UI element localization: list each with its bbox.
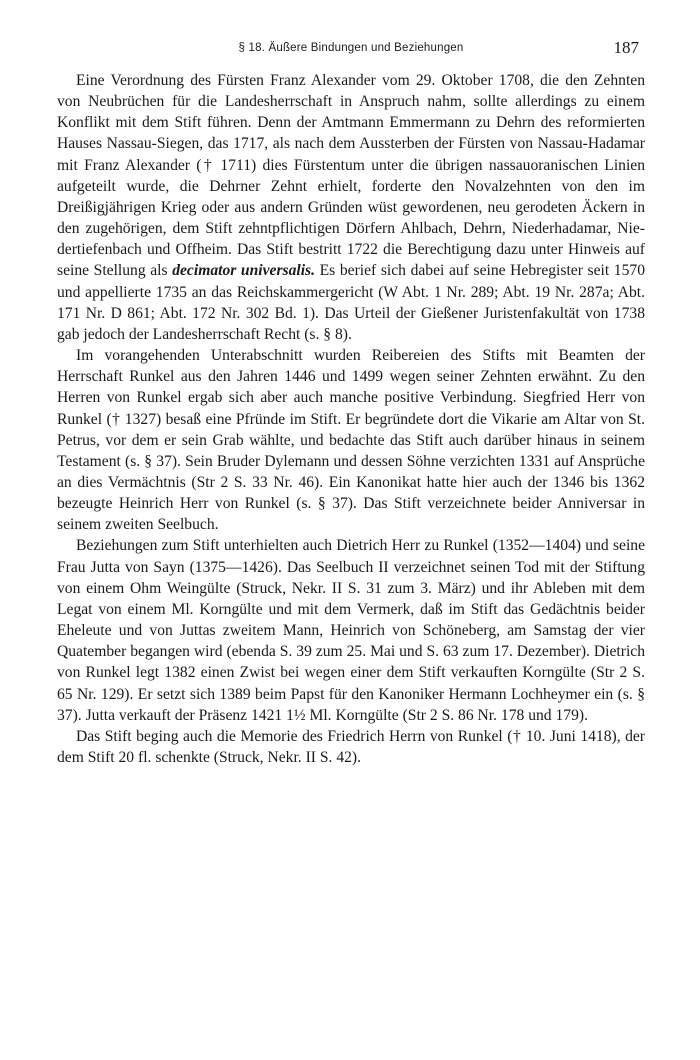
paragraph-1-text-before: Eine Verordnung des Fürsten Franz Alexander vom 29. Oktober 1708, die den Zehnten von Neubrüchen für die Landesherrschaft in Anspruch nahm, sollte allerdings zu einem Konflikt mit dem Stift führen. Denn der Amtmann Emmermann zu Dehrn des reformierten Hauses Nassau-Siegen, das 1717, als nach dem Aussterben der Fürsten von Nassau-Hadamar mit Franz Alexander († 1711) dies Fürstentum unter die übrigen nassauoranischen Linien aufgeteilt wurde, die Dehrner Zehnt erhielt, forderte den Novalzehnten von den im Dreißigjährigen Krieg oder aus andern Gründen wüst gewordenen, neu gerodeten Äckern in den zugehörigen, dem Stift zehntpflichtigen Dörfern Ahlbach, Dehrn, Niederhadamar, Niedertiefenbach und Offheim. Das Stift bestritt 1722 die Berechtigung dazu unter Hinweis auf seine Stellung als [57, 72, 645, 280]
paragraph-3: Beziehungen zum Stift unterhielten auch Dietrich Herr zu Runkel (1352—1404) und seine Frau Jutta von Sayn (1375—1426). Das Seelbuch II verzeichnet seinen Tod mit der Stiftung von einem Ohm Weingülte (Struck, Nekr. II S. 31 zum 3. März) und ihr Ableben mit dem Legat von einem Ml. Korngülte und mit dem Vermerk, daß im Stift das Gedächtnis beider Eheleute und von Juttas zweitem Mann, Heinrich von Schöneberg, am Samstag der vier Quatember begangen wird (ebenda S. 39 zum 25. Mai und S. 63 zum 17. Dezember). Dietrich von Runkel legt 1382 einen Zwist bei wegen einer dem Stift verkauften Korngülte (Str 2 S. 65 Nr. 129). Er setzt sich 1389 beim Papst für den Kanoniker Hermann Lochheymer ein (s. § 37). Jutta verkauft der Präsenz 1421 1½ Ml. Korngülte (Str 2 S. 86 Nr. 178 und 179). [57, 537, 645, 724]
paragraph-1-text-after: Es berief sich dabei auf seine Hebregister seit 1570 und appellierte 1735 an das Reichskammergericht (W Abt. 1 Nr. 289; Abt. 19 Nr. 287a; Abt. 171 Nr. D 861; Abt. 172 Nr. 302 Bd. 1). Das Urteil der Gießener Juristenfakultät von 1738 gab jedoch der Landesherrschaft Recht (s. § 8). [57, 262, 645, 343]
emphasis-decimator-universalis: decimator universalis. [172, 262, 316, 280]
page-number: 187 [613, 38, 639, 57]
paragraph-1 [57, 70, 645, 345]
body-text [57, 70, 645, 768]
running-head [57, 38, 645, 66]
book-page [57, 38, 645, 768]
running-title: § 18. Äußere Bindungen und Beziehungen [238, 42, 464, 54]
paragraph-2: Im vorangehenden Unterabschnitt wurden Reibereien des Stifts mit Beamten der Herrschaft Runkel aus den Jahren 1446 und 1499 wegen seiner Zehnten erwähnt. Zu den Herren von Runkel ergab sich aber auch manche positive Verbindung. Siegfried Herr von Runkel († 1327) besaß eine Pfründe im Stift. Er begründete dort die Vikarie am Altar von St. Petrus, vor dem er sein Grab wählte, und bedachte das Stift auch darüber hinaus in seinem Testament (s. § 37). Sein Bruder Dylemann und dessen Söhne verzichten 1331 auf Ansprüche an dies Vermächtnis (Str 2 S. 33 Nr. 46). Ein Kanonikat hatte hier auch der 1346 bis 1362 bezeugte Heinrich Herr von Runkel (s. § 37). Das Stift verzeichnete beider Anniversar in seinem zweiten Seelbuch. [57, 347, 645, 534]
paragraph-4: Das Stift beging auch die Memorie des Friedrich Herrn von Runkel († 10. Juni 1418), der dem Stift 20 fl. schenkte (Struck, Nekr. II S. 42). [57, 727, 645, 766]
